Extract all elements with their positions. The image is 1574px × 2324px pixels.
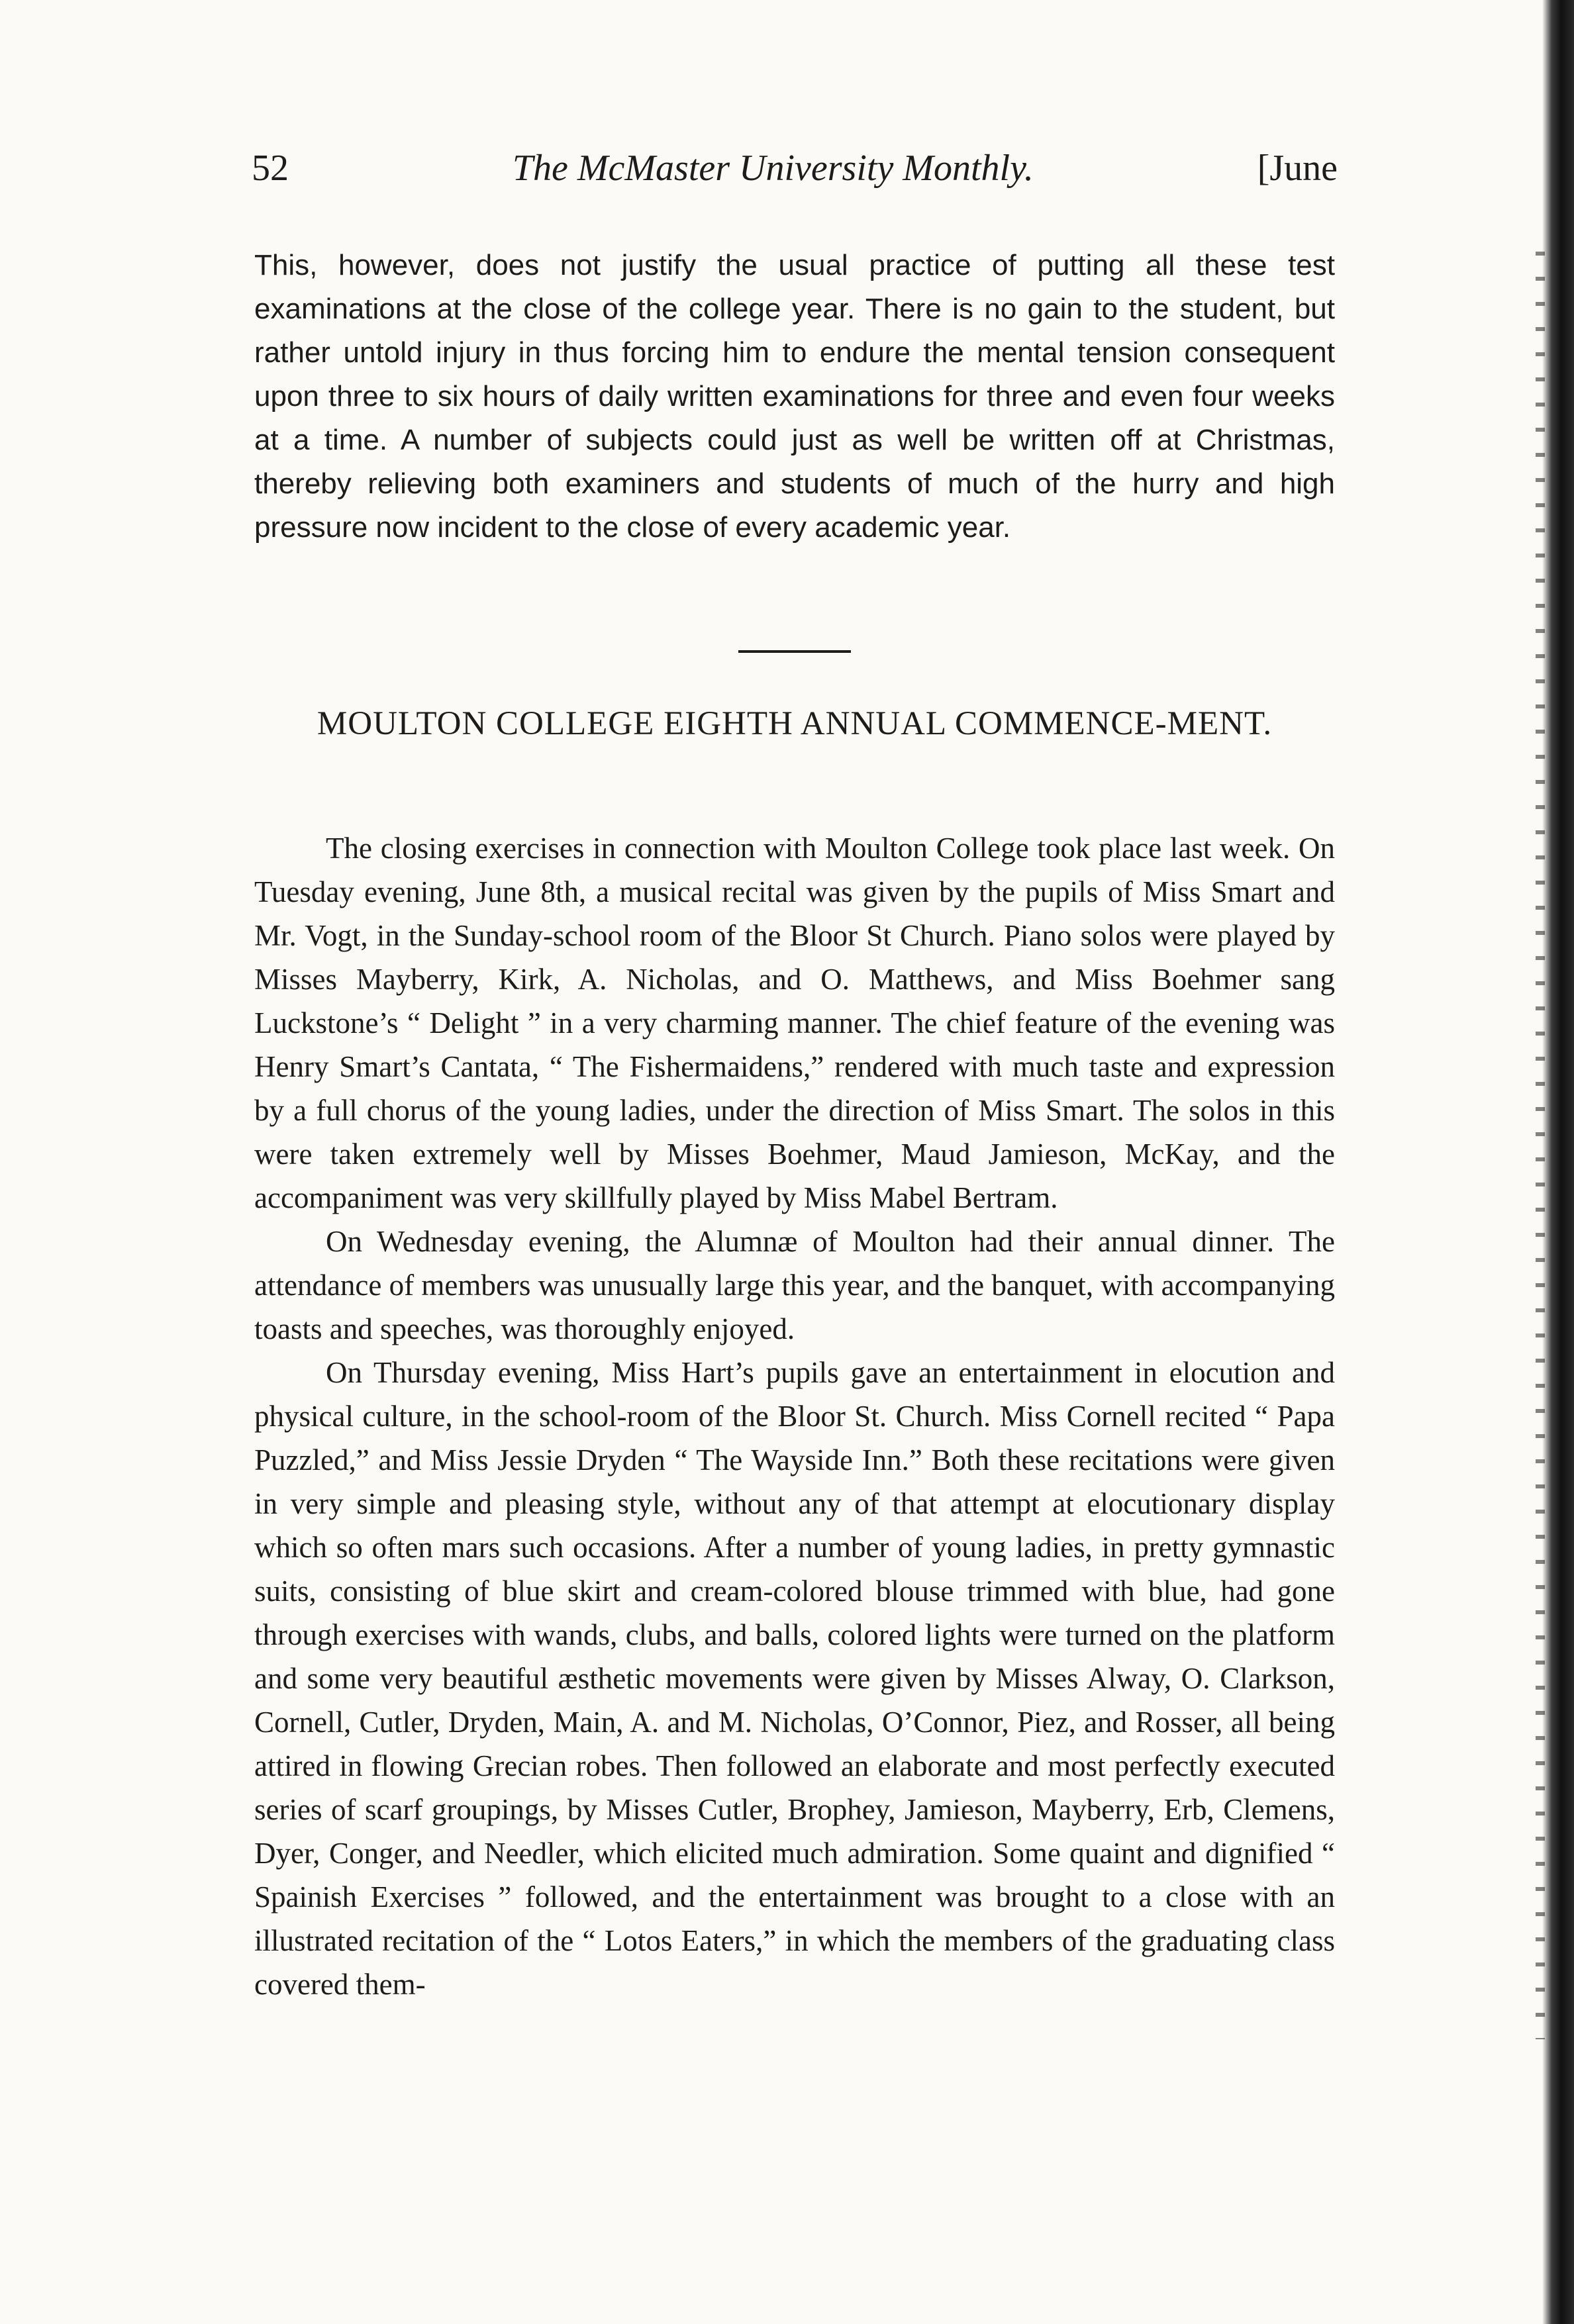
running-header — [252, 147, 1338, 220]
page-binding-edge — [1542, 0, 1574, 2324]
issue-month: [June — [1257, 148, 1338, 189]
intro-paragraph: This, however, does not justify the usual practice of putting all these test examinations at the close of the college year. There is no gain to the student, but rather untold injury in thus forcing him to endure the mental tension consequent upon three to six hours of daily written examinations for three and even four weeks at a time. A number of subjects could just as well be written off at Christmas, thereby relieving both examiners and students of much of the hurry and high pressure now incident to the close of every academic year. — [254, 249, 1335, 544]
article-heading: MOULTON COLLEGE EIGHTH ANNUAL COMMENCE-MENT. — [317, 705, 1273, 742]
section-divider — [738, 650, 851, 653]
journal-title: The McMaster University Monthly. — [512, 148, 1034, 189]
article-paragraph-3: On Thursday evening, Miss Hart’s pupils gave an entertainment in elocution and physical culture, in the school-room of the Bloor St. Church. Miss Cornell recited “ Papa Puzzled,” and Miss Jessie Dryden “ The Wayside Inn.” Both these recitations were given in very simple and pleasing style, without any of that attempt at elocutionary display which so often mars such occasions. After a number of young ladies, in pretty gymnastic suits, consisting of blue skirt and cream-colored blouse trimmed with blue, had gone through exercises with wands, clubs, and balls, colored lights were turned on the platform and some very beautiful æsthetic movements were given by Misses Alway, O. Clarkson, Cornell, Cutler, Dryden, Main, A. and M. Nicholas, O’Connor, Piez, and Rosser, all being attired in flowing Grecian robes. Then followed an elaborate and most perfectly executed series of scarf groupings, by Misses Cutler, Brophey, Jamieson, Mayberry, Erb, Clemens, Dyer, Conger, and Needler, which elicited much admiration. Some quaint and dignified “ Spainish Exercises ” followed, and the entertainment was brought to a close with an illustrated recitation of the “ Lotos Eaters,” in which the members of the graduating class covered them- — [254, 1356, 1335, 2001]
article-paragraph-2: On Wednesday evening, the Alumnæ of Moulton had their annual dinner. The attendance of members was unusually large this year, and the banquet, with accompanying toasts and speeches, was thoroughly enjoyed. — [254, 1225, 1335, 1345]
intro-paragraph-block — [254, 244, 1335, 550]
page-number: 52 — [252, 148, 289, 189]
article-body — [254, 826, 1335, 2006]
binding-shadow — [1536, 252, 1545, 2039]
article-paragraph-1: The closing exercises in connection with Moulton College took place last week. On Tuesday evening, June 8th, a musical recital was given by the pupils of Miss Smart and Mr. Vogt, in the Sunday-school room of the Bloor St Church. Piano solos were played by Misses Mayberry, Kirk, A. Nicholas, and O. Matthews, and Miss Boehmer sang Luckstone’s “ Delight ” in a very charming manner. The chief feature of the evening was Henry Smart’s Cantata, “ The Fishermaidens,” rendered with much taste and expression by a full chorus of the young ladies, under the direction of Miss Smart. The solos in this were taken extremely well by Misses Boehmer, Maud Jamieson, McKay, and the accompaniment was very skillfully played by Miss Mabel Bertram. — [254, 832, 1335, 1214]
